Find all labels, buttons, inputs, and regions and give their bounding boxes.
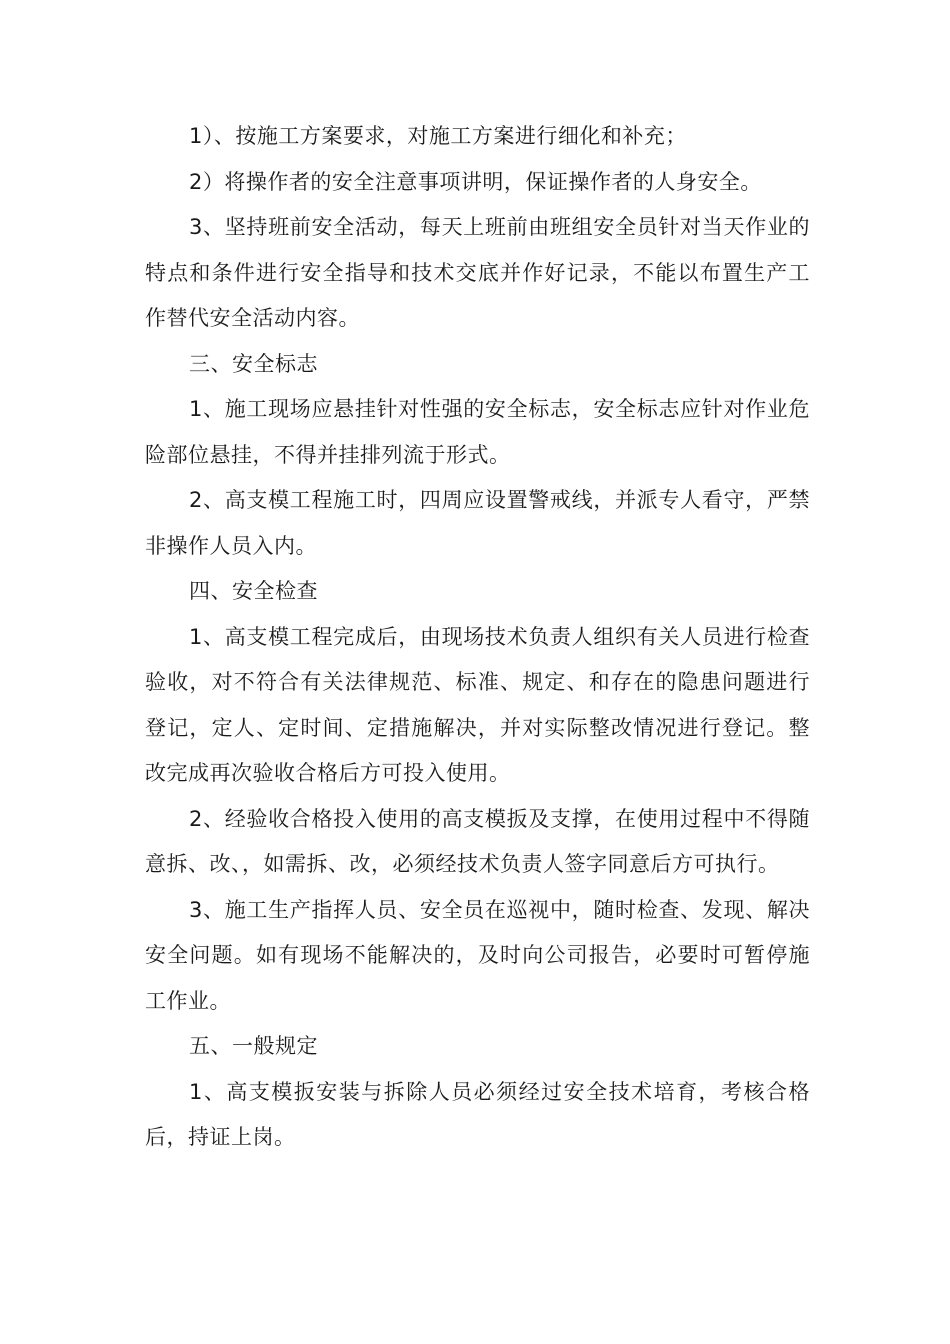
- list-item-1-paragraph: 1）、按施工方案要求，对施工方案进行细化和补充；: [189, 124, 687, 148]
- list-item-2-paragraph: 2）将操作者的安全注意事项讲明，保证操作者的人身安全。: [189, 169, 762, 194]
- section-heading-safety-signs: 三、安全标志: [189, 351, 318, 376]
- section-heading-general-rules: 五、一般规定: [189, 1034, 318, 1058]
- document-body: [145, 114, 810, 1161]
- safety-inspection-item-3: 3、施工生产指挥人员、安全员在巡视中，随时检查、发现、解决安全问题。如有现场不能解决的，及时向公司报告，必要时可暂停施工作业。: [145, 897, 810, 1013]
- safety-inspection-item-2: 2、经验收合格投入使用的高支模扳及支撑，在使用过程中不得随意拆、改、，如需拆、改，必须经技术负责人签字同意后方可执行。: [145, 806, 810, 876]
- item-3-paragraph: 3、坚持班前安全活动，每天上班前由班组安全员针对当天作业的特点和条件进行安全指导和技术交底并作好记录，不能以布置生产工作替代安全活动内容。: [145, 215, 810, 330]
- general-rules-item-1: 1、高支模扳安装与拆除人员必须经过安全技术培育，考核合格后，持证上岗。: [145, 1079, 810, 1149]
- safety-signs-item-1: 1、施工现场应悬挂针对性强的安全标志，安全标志应针对作业危险部位悬挂，不得并挂排列流于形式。: [145, 397, 810, 467]
- section-heading-safety-inspection: 四、安全检查: [189, 579, 318, 603]
- safety-inspection-item-1: 1、高支模工程完成后，由现场技术负责人组织有关人员进行检查验收，对不符合有关法律规范、标准、规定、和存在的隐患问题进行登记，定人、定时间、定措施解决，并对实际整改情况进行登记。整改完成再次验收合格后方可投入使用。: [145, 624, 810, 785]
- safety-signs-item-2: 2、高支模工程施工时，四周应设置警戒线，并派专人看守，严禁非操作人员入内。: [145, 488, 810, 558]
